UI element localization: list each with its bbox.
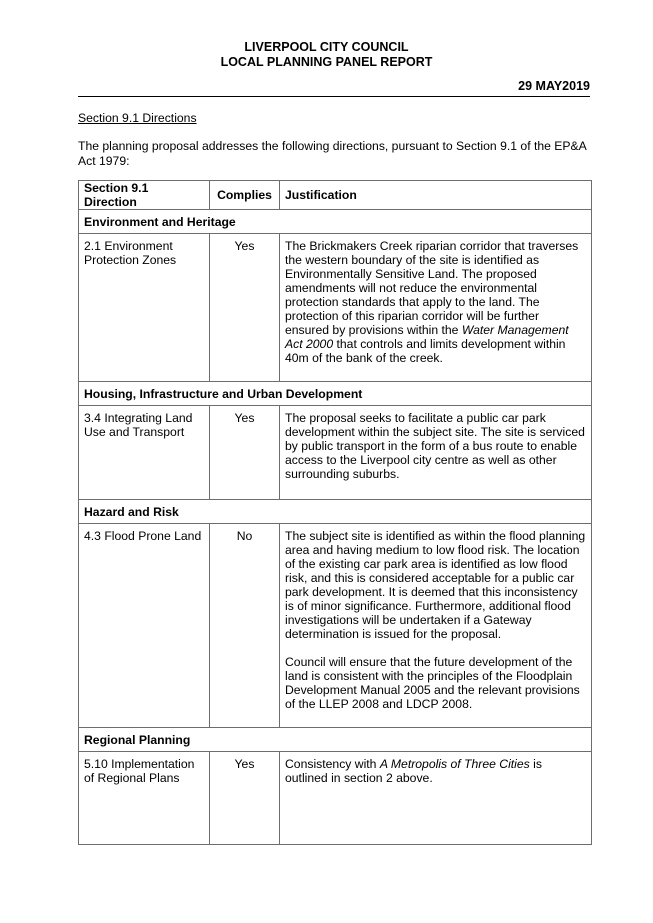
table-row <box>79 406 592 500</box>
justification-paragraph-2: Council will ensure that the future development of the land is consistent with the principles of the Floodplain Development Manual 2005 and the relevant provisions of the LLEP 2008 and LDCP 2008. <box>285 655 580 711</box>
act-reference: Water Management Act 2000 <box>285 323 569 351</box>
header-divider <box>78 96 590 97</box>
category-regional: Regional Planning <box>79 728 592 752</box>
table-row <box>79 752 592 845</box>
col-header-direction: Section 9.1 Direction <box>79 181 210 210</box>
category-housing: Housing, Infrastructure and Urban Development <box>79 382 592 406</box>
complies-cell: No <box>210 524 280 728</box>
justification-text: that controls and limits development within 40m of the bank of the creek. <box>285 337 566 365</box>
directions-table <box>78 180 592 845</box>
direction-cell: 5.10 Implementation of Regional Plans <box>79 752 210 845</box>
table-row <box>79 524 592 728</box>
justification-paragraph-1: The subject site is identified as within the flood planning area and having medium to low flood risk. The location of the existing car park area is identified as low flood risk, and this is considered acceptable for a public car park development. It is deemed that this inconsistency is of minor significance. Furthermore, additional flood investigations will be undertaken if a Gateway determination is issued for the proposal. <box>285 529 586 641</box>
category-row <box>79 210 592 234</box>
direction-cell: 3.4 Integrating Land Use and Transport <box>79 406 210 500</box>
table-row <box>79 234 592 382</box>
complies-cell: Yes <box>210 406 280 500</box>
report-title: LOCAL PLANNING PANEL REPORT <box>220 55 433 69</box>
table-header-row <box>79 181 592 210</box>
category-environment: Environment and Heritage <box>79 210 592 234</box>
category-row <box>79 382 592 406</box>
justification-cell <box>280 524 592 728</box>
justification-cell <box>280 752 592 845</box>
direction-cell: 2.1 Environment Protection Zones <box>79 234 210 382</box>
category-row <box>79 500 592 524</box>
complies-cell: Yes <box>210 234 280 382</box>
direction-cell: 4.3 Flood Prone Land <box>79 524 210 728</box>
col-header-complies: Complies <box>210 181 280 210</box>
intro-paragraph: The planning proposal addresses the following directions, pursuant to Section 9.1 of the EP&A Act 1979: <box>78 139 587 168</box>
complies-cell: Yes <box>210 752 280 845</box>
category-hazard: Hazard and Risk <box>79 500 592 524</box>
justification-text: is outlined in section 2 above. <box>285 757 542 785</box>
section-heading: Section 9.1 Directions <box>78 111 197 125</box>
plan-reference: A Metropolis of Three Cities <box>379 757 530 771</box>
justification-cell: The proposal seeks to facilitate a public car park development within the subject site. The site is serviced by public transport in the form of a bus route to enable access to the Liverpool city centre as well as other surrounding suburbs. <box>280 406 592 500</box>
justification-text: The Brickmakers Creek riparian corridor that traverses the western boundary of the site is identified as Environmentally Sensitive Land. The proposed amendments will not reduce the environmental protection standards that apply to the land. The protection of this riparian corridor will be further ensured by provisions within the <box>285 239 579 337</box>
category-row <box>79 728 592 752</box>
council-name: LIVERPOOL CITY COUNCIL <box>244 40 409 54</box>
col-header-justification: Justification <box>280 181 592 210</box>
report-date: 29 MAY2019 <box>518 79 590 93</box>
justification-cell <box>280 234 592 382</box>
justification-text: Consistency with <box>285 757 380 771</box>
